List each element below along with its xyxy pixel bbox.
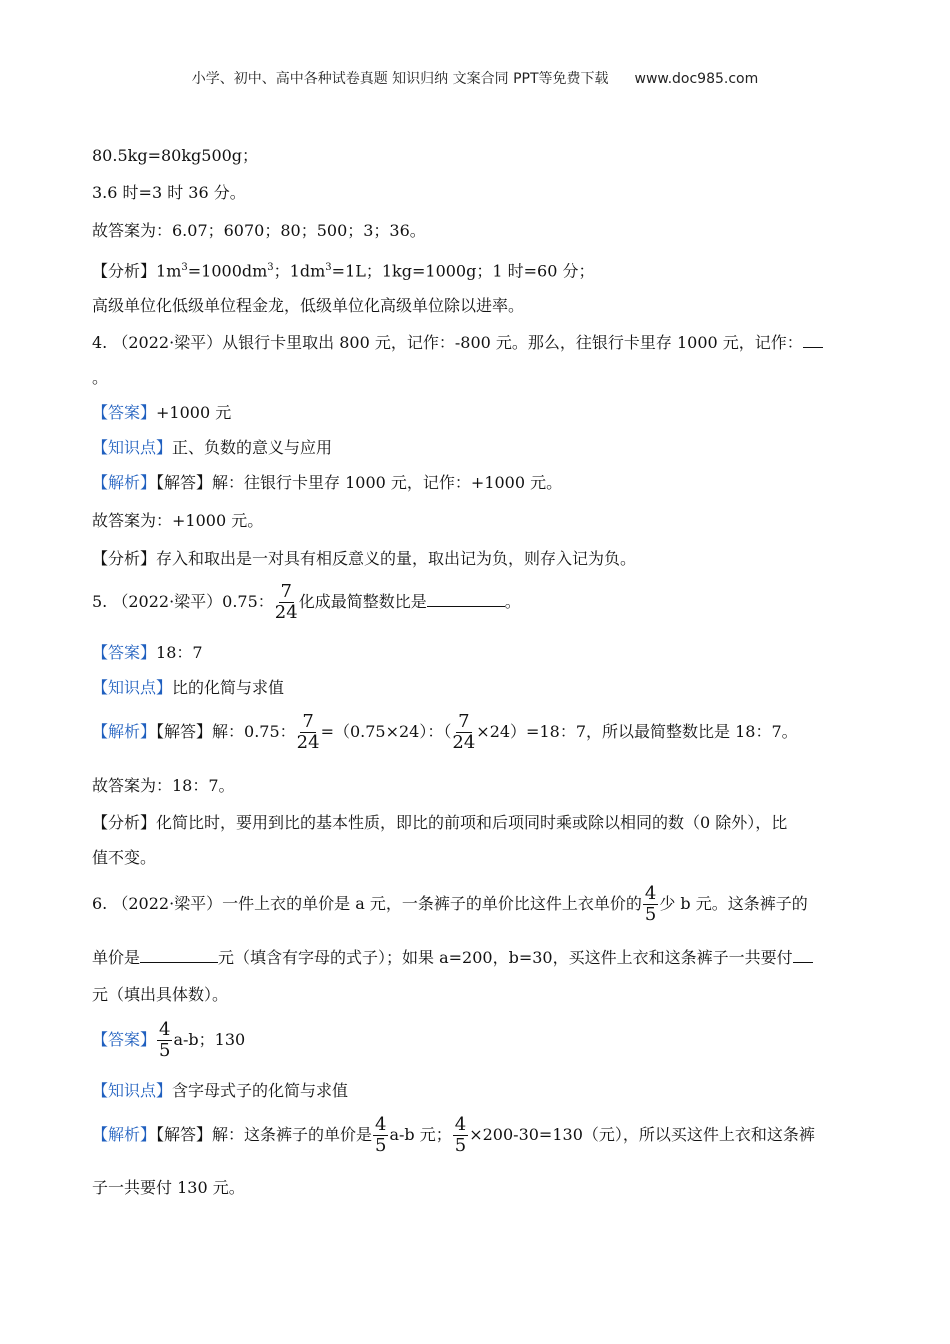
question-6-line2: 单价是 元（填含有字母的式子）；如果 a=200，b=30，买这件上衣和这条裤子一共要付 [92, 946, 813, 969]
solution-line: 【解析】【解答】解：0.75： $\frac{7}{24}$ =（0.75×24）：（ $\frac{7}{24}$ ×24）=18：7，所以最简整数比是 18：7。 [92, 711, 798, 753]
knowledge-line: 【知识点】含字母式子的化简与求值 [92, 1081, 349, 1100]
solution-line: 【解析】【解答】解：往银行卡里存 1000 元，记作：+1000 元。 [92, 473, 563, 492]
fraction: $\frac{7}{24}$ [274, 581, 298, 623]
text-line: 高级单位化低级单位程金龙，低级单位化高级单位除以进率。 [92, 296, 525, 315]
question-6-stem: 6. （2022·梁平）一件上衣的单价是 a 元，一条裤子的单价比这件上衣单价的 $\frac{4}{5}$ 少 b 元。这条裤子的 [92, 883, 808, 925]
fraction: $\frac{4}{5}$ [375, 1114, 387, 1156]
header-text: 小学、初中、高中各种试卷真题 知识归纳 文案合同 PPT等免费下载 [191, 71, 609, 87]
page-header [0, 68, 950, 88]
fraction: $\frac{7}{24}$ [452, 711, 476, 753]
answer-blank [803, 331, 823, 348]
text-line: 80.5kg=80kg500g； [92, 146, 259, 165]
text-line: 故答案为：6.07；6070；80；500；3；36。 [92, 221, 426, 240]
question-6-line3: 元（填出具体数）。 [92, 985, 229, 1004]
question-5-stem: 5. （2022·梁平）0.75： $\frac{7}{24}$ 化成最简整数比是 。 [92, 581, 521, 623]
knowledge-line: 【知识点】正、负数的意义与应用 [92, 438, 333, 457]
fraction: $\frac{4}{5}$ [644, 883, 657, 925]
answer-blank [793, 946, 813, 963]
fraction: $\frac{4}{5}$ [159, 1019, 171, 1061]
fraction: $\frac{7}{24}$ [296, 711, 320, 753]
answer-blank [140, 946, 218, 963]
knowledge-line: 【知识点】比的化简与求值 [92, 678, 285, 697]
text-line: 故答案为：+1000 元。 [92, 511, 264, 530]
solution-line: 【解析】【解答】解：这条裤子的单价是 $\frac{4}{5}$ a-b 元； $\frac{4}{5}$ ×200-30=130（元），所以买这件上衣和这条裤 [92, 1114, 815, 1156]
question-4-stem: 4. （2022·梁平）从银行卡里取出 800 元，记作：-800 元。那么，往银行卡里存 1000 元，记作： [92, 331, 823, 354]
analysis-line: 【分析】存入和取出是一对具有相反意义的量，取出记为负，则存入记为负。 [92, 549, 637, 568]
analysis-line: 【分析】化简比时，要用到比的基本性质，即比的前项和后项同时乘或除以相同的数（0 除外），比 [92, 813, 788, 832]
answer-blank [427, 590, 505, 607]
solution-line: 子一共要付 130 元。 [92, 1178, 245, 1197]
text-line: 故答案为：18：7。 [92, 776, 235, 795]
analysis-line: 【分析】$1m^3=1000dm^3$；$1dm^3=1L$；1kg=1000g；1 时=60 分； [92, 261, 595, 281]
text-line: 3.6 时=3 时 36 分。 [92, 183, 246, 202]
analysis-line: 值不变。 [92, 848, 157, 867]
answer-line: 【答案】18：7 [92, 643, 203, 662]
answer-line: 【答案】 $\frac{4}{5}$ a-b；130 [92, 1019, 246, 1061]
answer-line: 【答案】+1000 元 [92, 403, 232, 422]
header-site: www.doc985.com [634, 71, 759, 87]
fraction: $\frac{4}{5}$ [454, 1114, 467, 1156]
question-4-tail: 。 [92, 368, 109, 387]
